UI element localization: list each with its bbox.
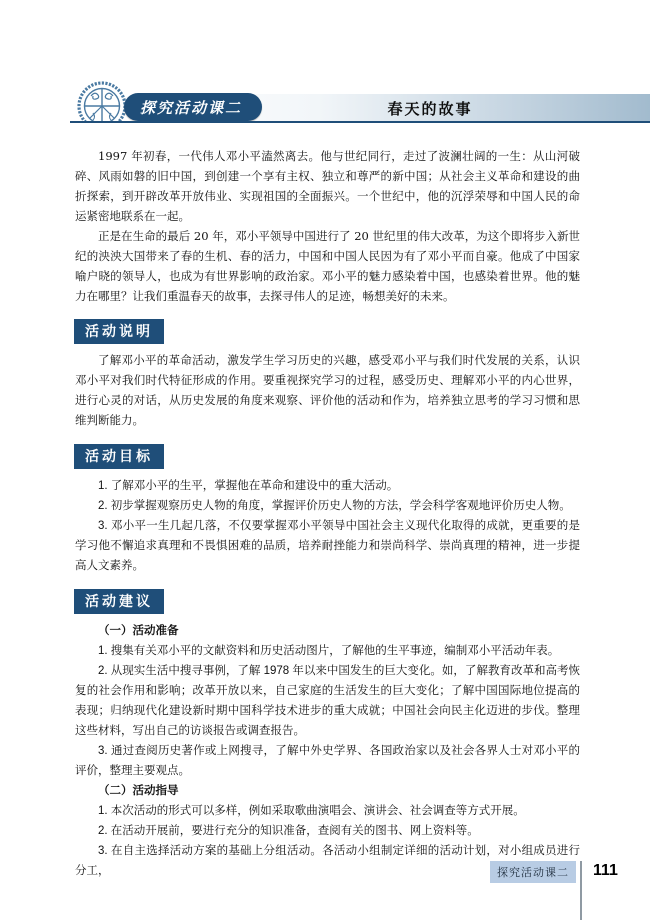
footer-divider — [580, 861, 582, 920]
activity-description-text: 了解邓小平的革命活动，激发学生学习历史的兴趣，感受邓小平与我们时代发展的关系，认识邓小平对我们时代特征形成的作用。要重视探究学习的过程，感受历史、理解邓小平的内心世界，进行心灵的对话，从历史发展的角度来观察、评价他的活动和作为，培养独立思考的学习习惯和思维判断能力。 — [75, 355, 580, 427]
header-rule — [70, 121, 650, 123]
preparation-item-2: 2. 从现实生活中搜寻事例，了解 1978 年以来中国发生的巨大变化。如，了解教育改革和高考恢复的社会作用和影响；改革开放以来，自己家庭的生活发生的巨大变化；了解中国国际地位提高的表现；归纳现代化建设新时期中国科学技术进步的重大成就；中国社会向民主化迈进的步伐。整理这些材料，写出自己的访谈报告或调查报告。 — [75, 665, 580, 737]
lesson-banner — [124, 93, 262, 121]
section-header-activity-goals: 活动目标 — [74, 444, 164, 469]
subsection-title-guidance: （二）活动指导 — [98, 785, 179, 797]
page-content — [75, 146, 580, 881]
subsection-title-preparation: （一）活动准备 — [98, 625, 179, 637]
lesson-banner-label: 探究活动课二 — [140, 99, 243, 117]
section-header-activity-suggestions: 活动建议 — [74, 589, 164, 614]
page-number: 111 — [593, 862, 618, 879]
intro-paragraph-1: 1997 年初春，一代伟人邓小平溘然离去。他与世纪同行，走过了波澜壮阔的一生：从山河破碎、风雨如磐的旧中国，到创建一个享有主权、独立和尊严的新中国；从社会主义革命和建设的曲折探索，到开辟改革开放伟业、实现祖国的全面振兴。一个世纪中，他的沉浮荣辱和中国人民的命运紧密地联系在一起。 — [75, 149, 580, 223]
page-title: 春天的故事 — [387, 101, 473, 118]
goal-item-3: 3. 邓小平一生几起几落，不仅要掌握邓小平领导中国社会主义现代化取得的成就，更重要的是学习他不懈追求真理和不畏惧困难的品质，培养耐挫能力和崇尚科学、崇尚真理的精神，进一步提高人文素养。 — [75, 520, 580, 572]
goal-item-2: 2. 初步掌握观察历史人物的角度，掌握评价历史人物的方法，学会科学客观地评价历史人物。 — [98, 500, 571, 512]
footer-lesson-label: 探究活动课二 — [490, 861, 576, 883]
intro-paragraph-2: 正是在生命的最后 20 年，邓小平领导中国进行了 20 世纪里的伟大改革，为这个即将步入新世纪的泱泱大国带来了春的生机、春的活力，中国和中国人民因为有了邓小平而自豪。他成了中国家喻户晓的领导人，也成为有世界影响的政治家。邓小平的魅力感染着中国，也感染着世界。他的魅力在哪里？让我们重温春天的故事，去探寻伟人的足迹，畅想美好的未来。 — [75, 229, 580, 303]
guidance-item-1: 1. 本次活动的形式可以多样，例如采取歌曲演唱会、演讲会、社会调查等方式开展。 — [98, 805, 525, 817]
section-header-activity-description: 活动说明 — [74, 319, 164, 344]
guidance-item-3: 3. 在自主选择活动方案的基础上分组活动。各活动小组制定详细的活动计划，对小组成员进行分工， — [75, 845, 580, 877]
preparation-item-3: 3. 通过查阅历史著作或上网搜寻，了解中外史学界、各国政治家以及社会各界人士对邓小平的评价，整理主要观点。 — [75, 745, 580, 777]
wadang-seal-icon — [76, 79, 128, 122]
goal-item-1: 1. 了解邓小平的生平，掌握他在革命和建设中的重大活动。 — [98, 480, 399, 492]
preparation-item-1: 1. 搜集有关邓小平的文献资料和历史活动图片，了解他的生平事迹，编制邓小平活动年表。 — [98, 645, 560, 657]
guidance-item-2: 2. 在活动开展前，要进行充分的知识准备，查阅有关的图书、网上资料等。 — [98, 825, 479, 837]
